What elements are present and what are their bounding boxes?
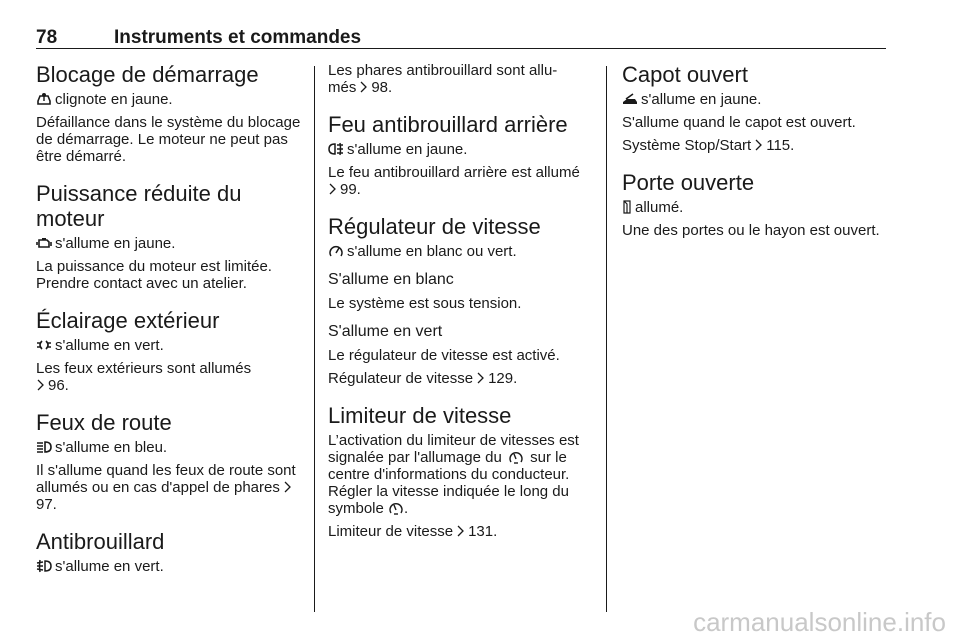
paragraph: Le feu antibrouillard arrière est allumé 99.: [328, 164, 580, 198]
column-3: [622, 62, 886, 245]
column-2: [328, 62, 594, 546]
xref-arrow-icon: [36, 379, 45, 391]
indicator-line: s'allume en blanc ou vert.: [328, 243, 594, 260]
watermark: carmanualsonline.info: [693, 607, 946, 637]
paragraph: Limiteur de vitesse 131.: [328, 523, 498, 540]
column-divider: [606, 66, 607, 612]
indicator-line: clignote en jaune.: [36, 91, 302, 108]
engine-icon: [36, 236, 52, 250]
speed-limiter-icon: [388, 501, 404, 515]
rear-fog-icon: [328, 142, 344, 156]
indicator-line: s'allume en jaune.: [36, 235, 302, 252]
car-key-icon: [36, 92, 52, 106]
paragraph: Le régulateur de vitesse est activé.: [328, 347, 560, 364]
xref-arrow-icon: [476, 372, 485, 384]
column-divider: [314, 66, 315, 612]
subsection-title: S'allume en vert: [328, 323, 443, 340]
paragraph: Les phares antibrouillard sont allu- més 98.: [328, 62, 558, 96]
paragraph: Les feux extérieurs sont allumés 96.: [36, 360, 252, 394]
paragraph: Il s'allume quand les feux de route sont allumés ou en cas d'appel de phares 97.: [36, 462, 296, 513]
paragraph: Défaillance dans le système du blocage de démarrage. Le moteur ne peut pas être démarré.: [36, 114, 301, 165]
section-title: Feu antibrouillard arrière: [328, 112, 568, 137]
section-title: Capot ouvert: [622, 62, 748, 87]
paragraph: Une des portes ou le hayon est ouvert.: [622, 222, 880, 239]
indicator-line: s'allume en bleu.: [36, 439, 302, 456]
subsection-title: S'allume en blanc: [328, 271, 454, 288]
paragraph: S'allume quand le capot est ouvert.: [622, 114, 856, 131]
indicator-line: s'allume en vert.: [36, 558, 302, 575]
cruise-control-icon: [328, 244, 344, 258]
xref-arrow-icon: [754, 139, 763, 151]
hood-open-icon: [622, 92, 638, 106]
section-title: Feux de route: [36, 410, 172, 435]
paragraph: Système Stop/Start 115.: [622, 137, 795, 154]
xref-arrow-icon: [283, 481, 292, 493]
paragraph: L’activation du limiteur de vitesses est signalée par l'allumage du sur le centre d'informations du conducteur. Régler la vitesse indiquée le long du symbole .: [328, 432, 579, 517]
indicator-line: s'allume en jaune.: [328, 141, 594, 158]
section-title: Antibrouillard: [36, 529, 165, 554]
paragraph: Régulateur de vitesse 129.: [328, 370, 518, 387]
paragraph: La puissance du moteur est limitée. Prendre contact avec un atelier.: [36, 258, 272, 292]
column-1: [36, 62, 302, 581]
section-title: Blocage de démarrage: [36, 62, 259, 87]
chapter-title: Instruments et commandes: [114, 27, 362, 48]
xref-arrow-icon: [359, 81, 368, 93]
indicator-line: allumé.: [622, 199, 886, 216]
speed-limiter-icon: [508, 450, 524, 464]
page-number: 78: [36, 27, 58, 48]
section-title: Éclairage extérieur: [36, 308, 220, 333]
section-title: Régulateur de vitesse: [328, 214, 541, 239]
paragraph: Le système est sous tension.: [328, 295, 522, 312]
front-fog-icon: [36, 559, 52, 573]
xref-arrow-icon: [456, 525, 465, 537]
indicator-line: s'allume en jaune.: [622, 91, 886, 108]
section-title: Limiteur de vitesse: [328, 403, 512, 428]
exterior-light-icon: [36, 338, 52, 352]
section-title: Porte ouverte: [622, 170, 755, 195]
page-header: [36, 24, 886, 49]
high-beam-icon: [36, 440, 52, 454]
door-open-icon: [622, 200, 632, 214]
section-title: Puissance réduite du moteur: [36, 181, 242, 231]
xref-arrow-icon: [328, 183, 337, 195]
indicator-line: s'allume en vert.: [36, 337, 302, 354]
